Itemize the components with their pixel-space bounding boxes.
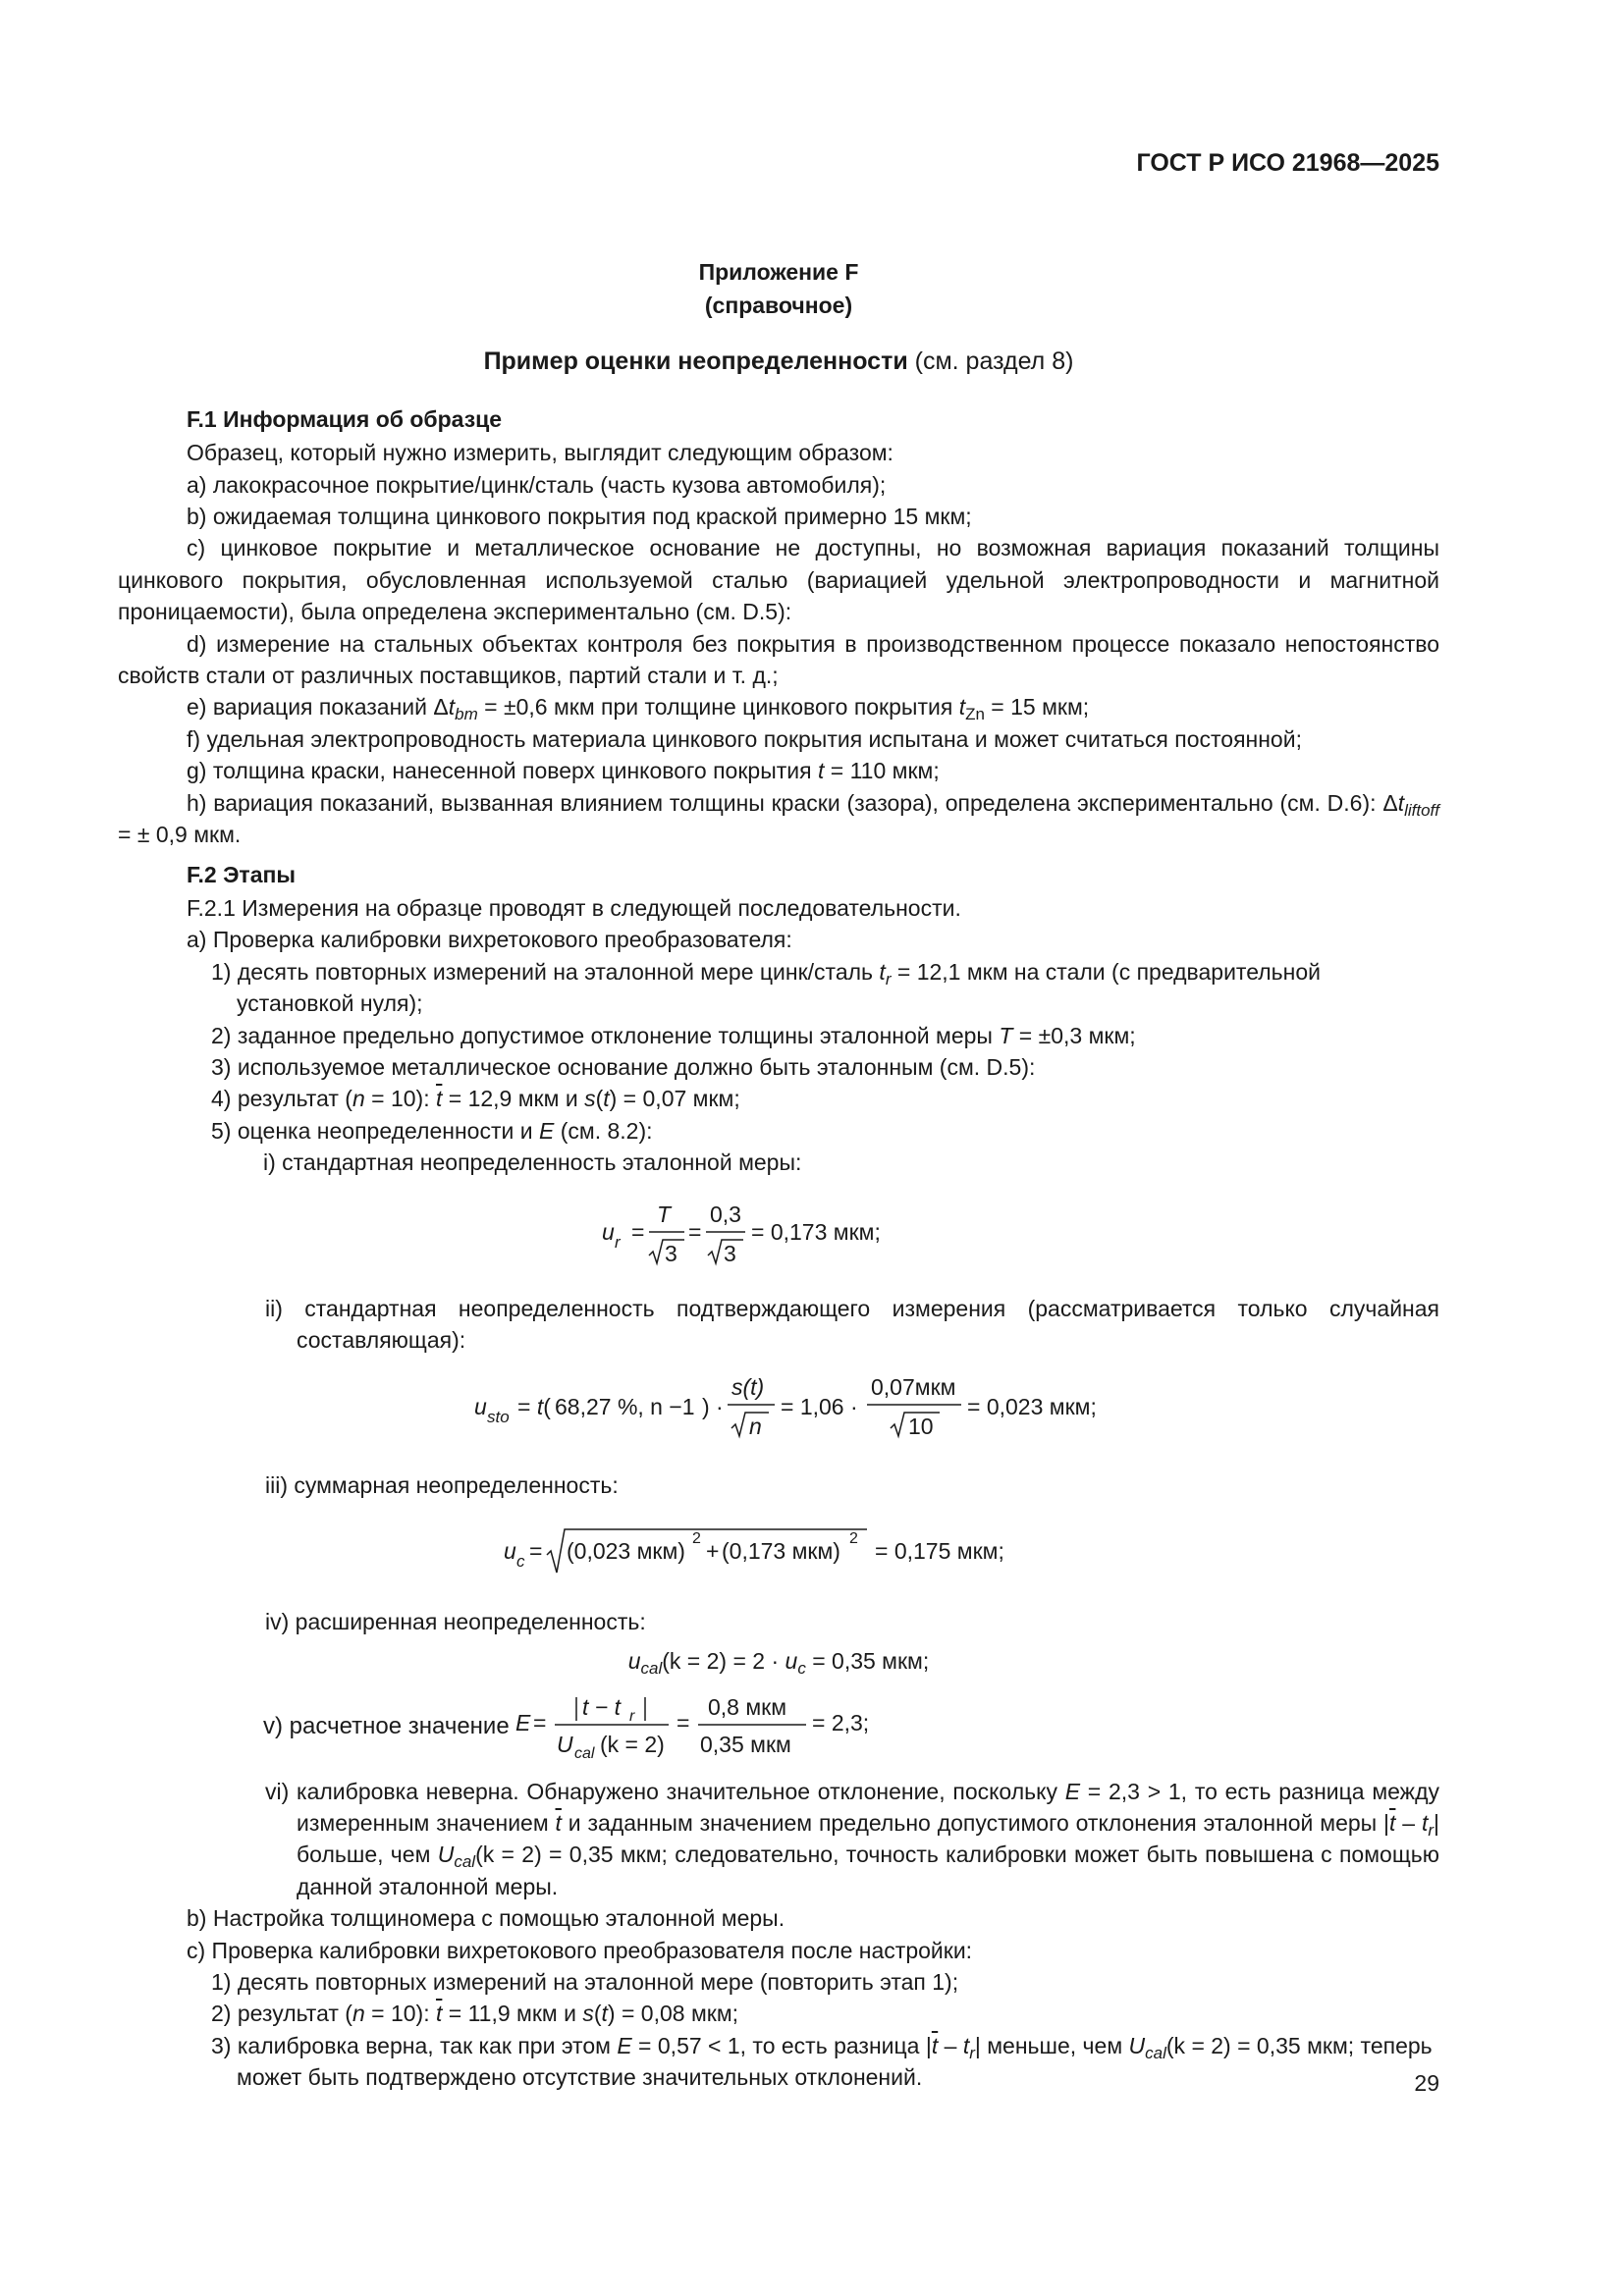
- f1-item-c: c) цинковое покрытие и металлическое основание не доступны, но возможная вариация показаний толщины цинкового покрытия, обусловленная используемой сталью (вариацией удельной электропроводности и магнитной проницаемости), была определена экспериментально (см. D.5):: [118, 535, 1439, 625]
- svg-text:0,35 мкм: 0,35 мкм: [700, 1731, 791, 1757]
- svg-text:= 0,173 мкм;: = 0,173 мкм;: [751, 1218, 881, 1245]
- svg-text:2: 2: [849, 1529, 858, 1547]
- f2-para-1: F.2.1 Измерения на образце проводят в следующей последовательности.: [187, 894, 961, 921]
- formula-ucal: $u_{cal}(k = 2) = 2 \cdot u_c = 0,35$ мкм;: [627, 1648, 930, 1679]
- svg-text:3: 3: [665, 1240, 677, 1266]
- f1-item-f: f) удельная электропроводность материала цинкового покрытия испытана и может считаться постоянной;: [187, 725, 1302, 752]
- svg-text:=: =: [533, 1709, 547, 1735]
- f2-item-c2: 2) результат (n = 10): $\overline{t} = 11,9$ мкм и s(t) = 0,08 мкм;: [211, 2001, 739, 2027]
- formula-uc: [118, 1516, 1439, 1584]
- svg-text:= 2,3;: = 2,3;: [812, 1709, 870, 1735]
- svg-text:= 1,06 ·: = 1,06 ·: [781, 1394, 858, 1420]
- svg-text:u: u: [504, 1537, 516, 1564]
- svg-text:T: T: [657, 1201, 672, 1227]
- formula-usto: [118, 1369, 1439, 1448]
- f2-item-iv: iv) расширенная неопределенность:: [265, 1608, 646, 1634]
- svg-text:u: u: [602, 1218, 615, 1245]
- svg-text:68,27 %, n −1: 68,27 %, n −1: [555, 1394, 695, 1420]
- svg-text:t − t: t − t: [582, 1693, 622, 1720]
- svg-text:cal: cal: [574, 1744, 595, 1762]
- title-main: Пример оценки неопределенности: [483, 347, 908, 376]
- f1-item-g: g) толщина краски, нанесенной поверх цинкового покрытия t = 110 мкм;: [187, 758, 940, 784]
- f2-item-c: c) Проверка калибровки вихретокового преобразователя после настройки:: [187, 1937, 973, 1963]
- f2-item-a: a) Проверка калибровки вихретокового преобразователя:: [187, 927, 792, 953]
- svg-text:0,07мкм: 0,07мкм: [871, 1374, 956, 1401]
- document-header: ГОСТ Р ИСО 21968—2025: [1136, 149, 1439, 177]
- svg-text:) ·: ) ·: [702, 1394, 724, 1420]
- f1-intro: Образец, который нужно измерить, выглядит следующим образом:: [187, 440, 893, 466]
- svg-text:(0,023 мкм): (0,023 мкм): [567, 1537, 685, 1564]
- svg-text:u: u: [474, 1394, 487, 1420]
- f2-item-c1: 1) десять повторных измерений на эталонной мере (повторить этап 1);: [211, 1969, 959, 1996]
- f1-item-e: e) вариация показаний $\Delta t_{bm} = \pm 0,6$ мкм при толщине цинкового покрытия $t_{Zn} = 15$ мкм;: [187, 694, 1090, 724]
- f2-item-a4: 4) результат (n = 10): $\overline{t} = 12,9$ мкм и s(t) = 0,07 мкм;: [211, 1086, 740, 1112]
- svg-text:r: r: [615, 1232, 621, 1252]
- f2-item-ii: ii) стандартная неопределенность подтверждающего измерения (рассматривается только случайная составляющая):: [265, 1295, 1439, 1353]
- f2-item-a2: 2) заданное предельно допустимое отклонение толщины эталонной меры T = ±0,3 мкм;: [211, 1022, 1136, 1048]
- f2-item-vi: vi) калибровка неверна. Обнаружено значительное отклонение, поскольку E = 2,3 > 1, то есть разница между измеренным значением $\overline{t}$ и заданным значением предельно допустимого отклонения эталонной меры $|\overline{t} - t_r|$ больше, чем $U_{cal}(k = 2) = 0,35$ мкм; следовательно, точность калибровки может быть повышена с помощью данной эталонной меры.: [265, 1778, 1439, 1899]
- f2-item-v: v) расчетное значение E = t − t r U cal (k = 2) = 0,8 мкм 0,35 мкм = 2,3;: [263, 1687, 1439, 1766]
- f2-item-b: b) Настройка толщиномера с помощью эталонной меры.: [187, 1905, 785, 1932]
- svg-text:(0,173 мкм): (0,173 мкм): [722, 1537, 840, 1564]
- svg-text:0,8 мкм: 0,8 мкм: [708, 1693, 787, 1720]
- page-number: 29: [1414, 2070, 1439, 2096]
- svg-text:n: n: [749, 1414, 762, 1440]
- title-ref: (см. раздел 8): [914, 347, 1074, 376]
- f1-item-d: d) измерение на стальных объектах контроля без покрытия в производственном процессе показало непостоянство свойств стали от различных поставщиков, партий стали и т. д.;: [118, 630, 1439, 689]
- svg-text:+: +: [706, 1537, 720, 1564]
- svg-text:U: U: [557, 1731, 573, 1757]
- svg-text:10: 10: [908, 1414, 934, 1440]
- f2-item-c3: 3) калибровка верна, так как при этом E = 0,57 < 1, то есть разница $|\overline{t} - t_r|$ меньше, чем $U_{cal}(k = 2) = 0,35$ мкм; теперь может быть подтверждено отсутствие значительных отклонений.: [211, 2032, 1433, 2091]
- svg-text:= 0,023 мкм;: = 0,023 мкм;: [967, 1394, 1097, 1420]
- svg-text:(k = 2): (k = 2): [600, 1731, 665, 1757]
- f2-item-a1: 1) десять повторных измерений на эталонной мере цинк/сталь $t_r = 12,1$ мкм на стали (с предварительной установкой нуля);: [211, 958, 1321, 1017]
- section-f1-heading: F.1 Информация об образце: [187, 405, 503, 432]
- svg-text:3: 3: [724, 1240, 736, 1266]
- svg-text:=: =: [529, 1537, 543, 1564]
- f2-item-i: i) стандартная неопределенность эталонной меры:: [263, 1149, 802, 1176]
- document-title: [118, 346, 1439, 377]
- formula-ur: [118, 1193, 1439, 1271]
- svg-text:= t(: = t(: [517, 1394, 551, 1420]
- f2-item-a5: 5) оценка неопределенности и E (см. 8.2):: [211, 1117, 653, 1144]
- svg-text:0,3: 0,3: [710, 1201, 741, 1227]
- svg-text:=: =: [688, 1218, 702, 1245]
- section-f2-heading: F.2 Этапы: [187, 861, 297, 887]
- f1-item-b: b) ожидаемая толщина цинкового покрытия под краской примерно 15 мкм;: [187, 504, 972, 530]
- f2-item-iii: iii) суммарная неопределенность:: [265, 1472, 619, 1499]
- svg-text:=: =: [677, 1709, 690, 1735]
- f1-item-a: a) лакокрасочное покрытие/цинк/сталь (часть кузова автомобиля);: [187, 471, 887, 498]
- annex-title: Приложение F: [698, 259, 859, 286]
- svg-text:2: 2: [692, 1529, 701, 1547]
- f2-item-a3: 3) используемое металлическое основание должно быть эталонным (см. D.5):: [211, 1053, 1036, 1080]
- svg-text:c: c: [516, 1551, 525, 1571]
- svg-text:sto: sto: [487, 1408, 510, 1427]
- svg-text:=: =: [631, 1218, 645, 1245]
- svg-text:s(t): s(t): [731, 1374, 765, 1401]
- svg-text:r: r: [629, 1707, 635, 1725]
- annex-subtitle: (справочное): [704, 293, 853, 319]
- formula-e: [515, 1687, 928, 1766]
- svg-text:= 0,175 мкм;: = 0,175 мкм;: [875, 1537, 1004, 1564]
- svg-text:E: E: [515, 1709, 531, 1735]
- f1-item-h: h) вариация показаний, вызванная влиянием толщины краски (зазора), определена экспериментально (см. D.6): $\Delta t_{liftoff}$ = ± 0,9 мкм.: [118, 789, 1439, 848]
